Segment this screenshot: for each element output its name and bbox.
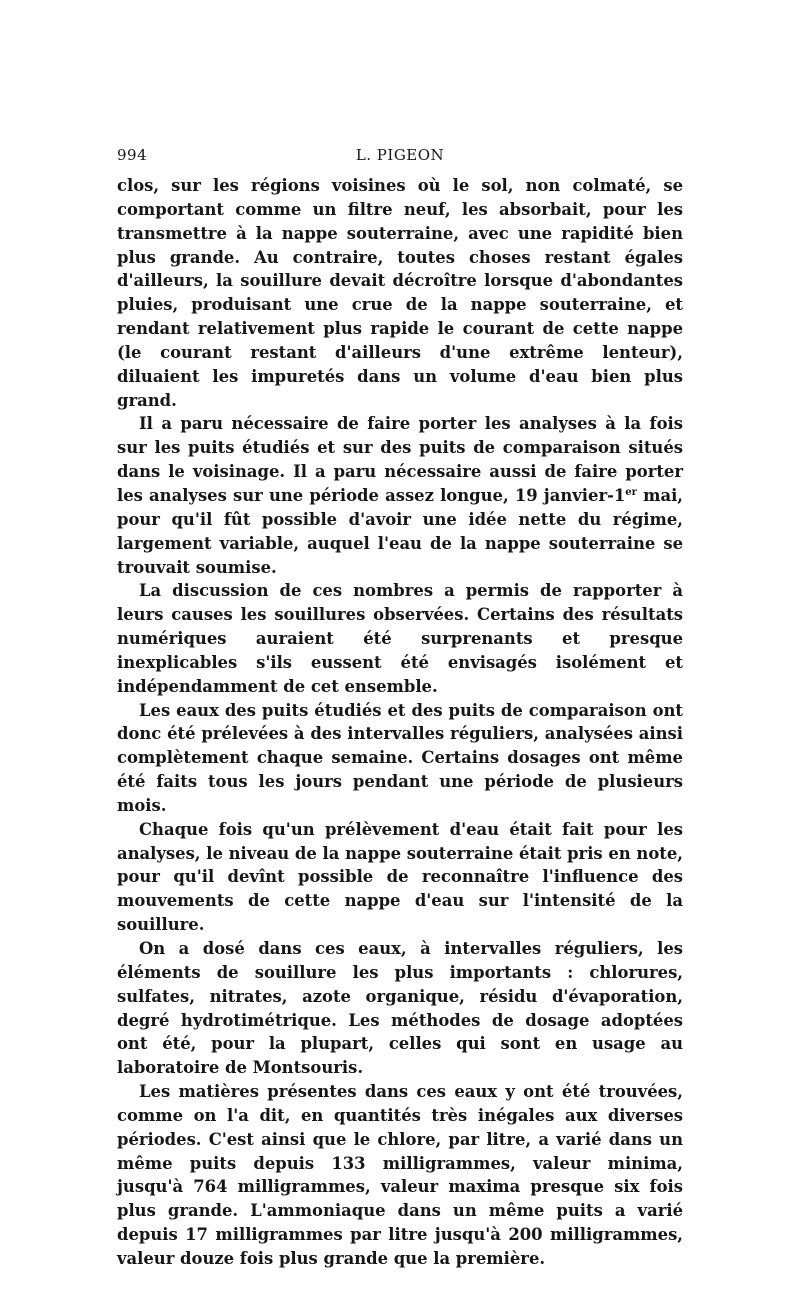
body-text: [117, 174, 683, 1271]
paragraph-7: Les matières présentes dans ces eaux y ont été trouvées, comme on l'a dit, en quantités très inégales aux diverses périodes. C'est ainsi que le chlore, par litre, a varié dans un même puits depuis 133 milligrammes, valeur minima, jusqu'à 764 milligrammes, valeur maxima presque six fois plus grande. L'ammoniaque dans un même puits a varié depuis 17 milligrammes par litre jusqu'à 200 milligrammes, valeur douze fois plus grande que la première.: [117, 1082, 683, 1268]
page-number: 994: [117, 146, 148, 164]
paragraph-1: clos, sur les régions voisines où le sol, non colmaté, se comportant comme un filtre neuf, les absorbait, pour les transmettre à la nappe souterraine, avec une rapidité bien plus grande. Au contraire, toutes choses restant égales d'ailleurs, la souillure devait décroître lorsque d'abondantes pluies, produisant une crue de la nappe souterraine, et rendant relativement plus rapide le courant de cette nappe (le courant restant d'ailleurs d'une extrême lenteur), diluaient les impuretés dans un volume d'eau bien plus grand.: [117, 176, 683, 410]
paragraph-2-text-after: mai, pour qu'il fût possible d'avoir une idée nette du régime, largement variable, auquel l'eau de la nappe souterraine se trouvait soumise.: [117, 485, 683, 577]
paragraph-4: Les eaux des puits étudiés et des puits de comparaison ont donc été prélevées à des intervalles réguliers, analysées ainsi complètement chaque semaine. Certains dosages ont même été faits tous les jours pendant une période de plusieurs mois.: [117, 700, 683, 815]
running-title: L. PIGEON: [355, 146, 445, 164]
paragraph-2-text-before: Il a paru nécessaire de faire porter les analyses à la fois sur les puits étudiés et sur des puits de comparaison situés dans le voisinage. Il a paru nécessaire aussi de faire porter les analyses sur une période assez longue, 19 janvier-1: [117, 414, 683, 505]
paragraph-6: On a dosé dans ces eaux, à intervalles réguliers, les éléments de souillure les plus importants : chlorures, sulfates, nitrates, azote organique, résidu d'évaporation, degré hydrotimétrique. Les méthodes de dosage adoptées ont été, pour la plupart, celles qui sont en usage au laboratoire de Montsouris.: [117, 939, 683, 1078]
page: [117, 146, 683, 1271]
paragraph-3: La discussion de ces nombres a permis de rapporter à leurs causes les souillures observées. Certains des résultats numériques auraient été surprenants et presque inexplicables s'ils eussent été envisagés isolément et indépendamment de cet ensemble.: [117, 581, 683, 696]
paragraph-2: [117, 412, 683, 579]
paragraph-5: Chaque fois qu'un prélèvement d'eau était fait pour les analyses, le niveau de la nappe souterraine était pris en note, pour qu'il devînt possible de reconnaître l'influence des mouvements de cette nappe d'eau sur l'intensité de la souillure.: [117, 819, 683, 935]
running-head: [117, 146, 683, 170]
ordinal-superscript: er: [625, 486, 637, 498]
